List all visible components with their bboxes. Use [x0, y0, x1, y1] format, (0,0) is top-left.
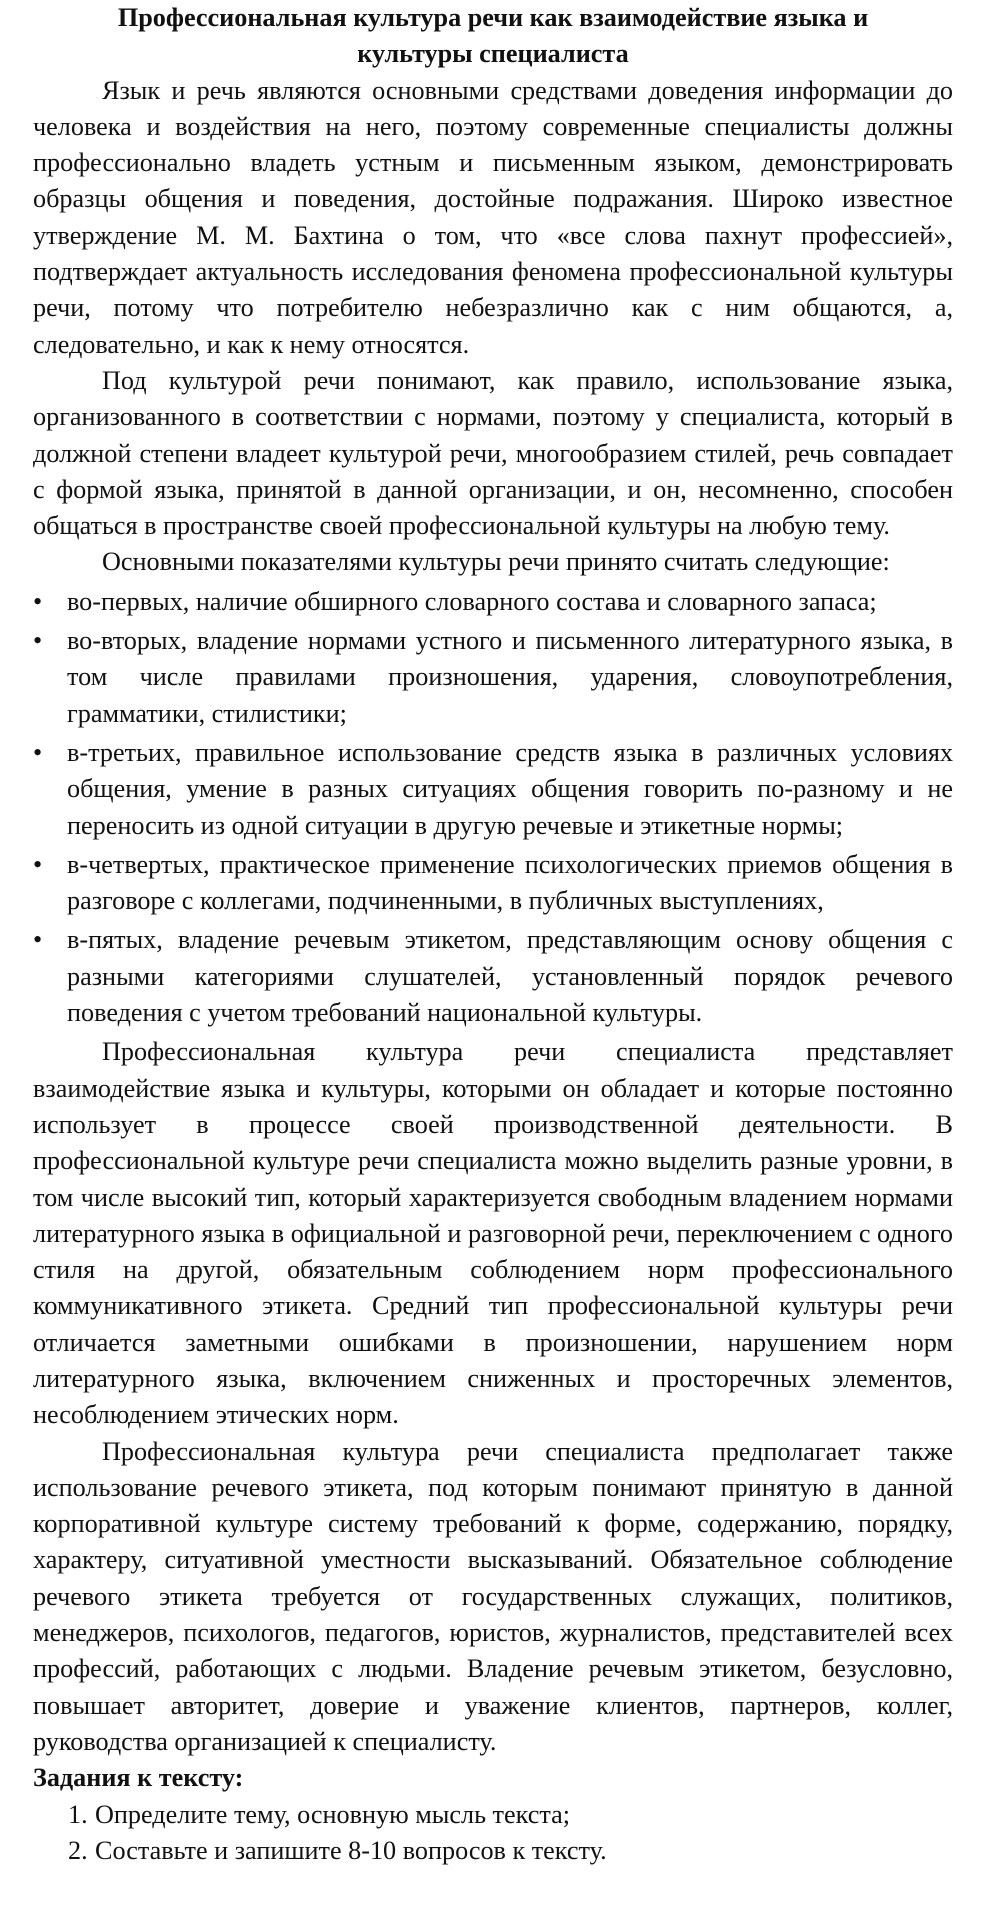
- bullet-icon: •: [33, 626, 43, 656]
- list-item-text: во-первых, наличие обширного словарного состава и словарного запаса;: [67, 586, 877, 616]
- bullet-icon: •: [33, 849, 43, 879]
- tasks-list: [33, 1797, 953, 1870]
- paragraph-definition: Под культурой речи понимают, как правило, использование языка, организованного в соответствии с нормами, поэтому у специалиста, который в должной степени владеет культурой речи, многообразием стилей, речь совпадает с формой языка, принятой в данной организации, и он, несомненно, способен общаться в пространстве своей профессиональной культуры на любую тему.: [33, 365, 953, 541]
- list-item: [33, 847, 953, 920]
- list-item-text: во-вторых, владение нормами устного и письменного литературного языка, в том числе правилами произношения, ударения, словоупотребления, грамматики, стилистики;: [67, 626, 953, 728]
- task-text: Определите тему, основную мысль текста;: [95, 1799, 570, 1829]
- list-item-text: в-четвертых, практическое применение психологических приемов общения в разговоре с коллегами, подчиненными, в публичных выступлениях,: [67, 849, 953, 916]
- paragraph-etiquette: Профессиональная культура речи специалиста предполагает также использование речевого этикета, под которым понимают принятую в данной корпоративной культуре систему требований к форме, содержанию, порядку, характеру, ситуативной уместности высказываний. Обязательное соблюдение речевого этикета требуется от государственных служащих, политиков, менеджеров, психологов, педагогов, юристов, журналистов, представителей всех профессий, работающих с людьми. Владение речевым этикетом, безусловно, повышает авторитет, доверие и уважение клиентов, партнеров, коллег, руководства организацией к специалисту.: [33, 1436, 953, 1756]
- paragraph-levels: Профессиональная культура речи специалиста представляет взаимодействие языка и культуры, которыми он обладает и которые постоянно использует в процессе своей производственной деятельности. В профессиональной культуре речи специалиста можно выделить разные уровни, в том числе высокий тип, который характеризуется свободным владением нормами литературного языка в официальной и разговорной речи, переключением с одного стиля на другой, обязательным соблюдением норм профессионального коммуникативного этикета. Средний тип профессиональной культуры речи отличается заметными ошибками в произношении, нарушением норм литературного языка, включением сниженных и просторечных элементов, несоблюдением этических норм.: [33, 1037, 953, 1430]
- list-item: [33, 735, 953, 844]
- paragraph-indicators-intro: Основными показателями культуры речи принято считать следующие:: [102, 547, 890, 577]
- indicators-list: [33, 584, 953, 1032]
- task-item: [68, 1797, 953, 1833]
- task-number: 1.: [68, 1799, 88, 1829]
- task-number: 2.: [68, 1835, 88, 1865]
- bullet-icon: •: [33, 737, 43, 767]
- task-text: Составьте и запишите 8-10 вопросов к тексту.: [95, 1835, 607, 1865]
- bullet-icon: •: [33, 586, 43, 616]
- paragraph-intro: Язык и речь являются основными средствами доведения информации до человека и воздействия на него, поэтому современные специалисты должны профессионально владеть устным и письменным языком, демонстрировать образцы общения и поведения, достойные подражания. Широко известное утверждение М. М. Бахтина о том, что «все слова пахнут профессией», подтверждает актуальность исследования феномена профессиональной культуры речи, потому что потребителю небезразлично как с ним общаются, а, следовательно, и как к нему относятся.: [33, 75, 953, 359]
- list-item: [33, 623, 953, 732]
- list-item: [33, 584, 953, 620]
- list-item-text: в-пятых, владение речевым этикетом, представляющим основу общения с разными категориями слушателей, установленный порядок речевого поведения с учетом требований национальной культуры.: [67, 925, 953, 1028]
- list-item-text: в-третьих, правильное использование средств языка в различных условиях общения, умение в разных ситуациях общения говорить по-разному и не переносить из одной ситуации в другую речевые и этикетные нормы;: [67, 737, 953, 840]
- task-item: [68, 1833, 953, 1869]
- document-title: Профессиональная культура речи как взаимодействие языка и культуры специалиста: [117, 3, 869, 69]
- tasks-heading: Задания к тексту:: [33, 1763, 244, 1793]
- bullet-icon: •: [33, 925, 43, 955]
- list-item: [33, 922, 953, 1031]
